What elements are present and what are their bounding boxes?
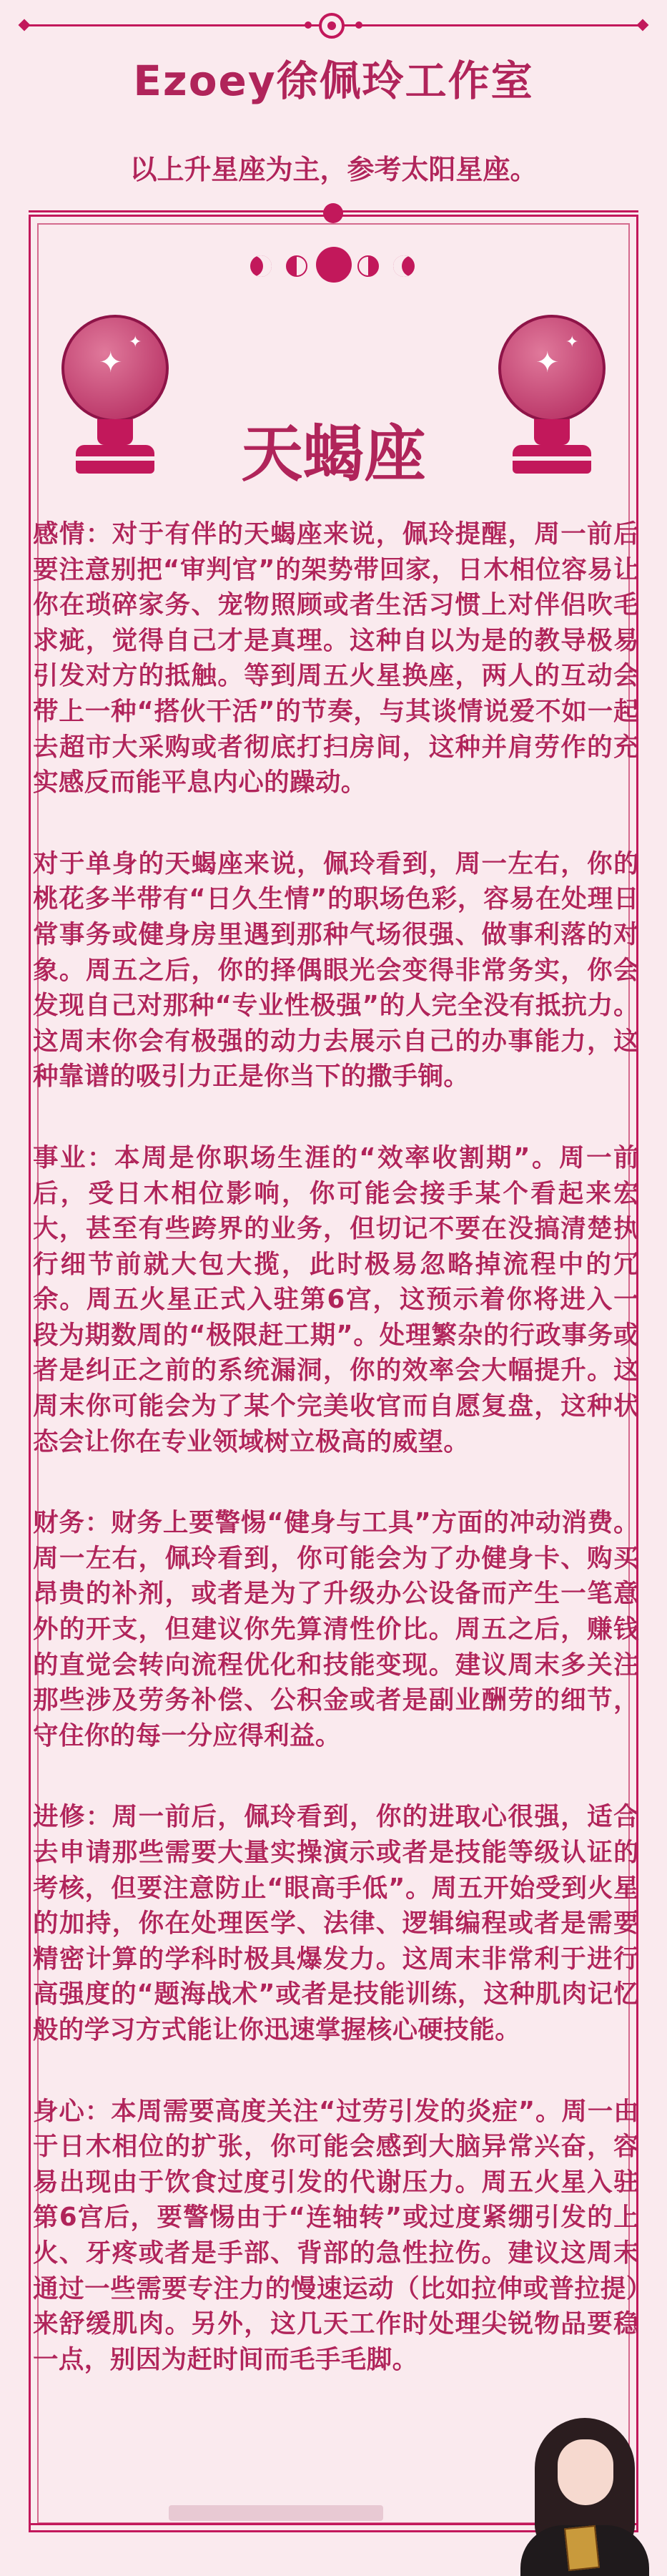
dot-icon [355,21,362,29]
section-finance: 财务：财务上要警惕“健身与工具”方面的冲动消费。周一左右，佩玲看到，你可能会为了办健身卡、购买昂贵的补剂，或者是为了升级办公设备而产生一笔意外的开支，但建议你先算清性价比。周五之后，赚钱的直觉会转向流程优化和技能变现。建议周末多关注那些涉及劳务补偿、公积金或者是副业酬劳的细节，守住你的每一分应得利益。 [33,1508,639,1750]
bottom-decoration [169,2505,383,2521]
studio-title: Ezoey徐佩玲工作室 [133,57,534,105]
crystal-ball-icon: ✦ ✦ [61,315,169,422]
section-health: 身心：本周需要高度关注“过劳引发的炎症”。周一由于日木相位的扩张，你可能会感到大脑异常兴奋，容易出现由于饮食过度引发的代谢压力。周五火星入驻第6宫后，要警惕由于“连轴转”或过度紧绷引发的上火、牙疼或者是手部、背部的急性拉伤。建议这周末通过一些需要专注力的慢速运动（比如拉伸或普拉提）来舒缓肌肉。另外，这几天工作时处理尖锐物品要稳一点，别因为赶时间而毛手毛脚。 [33,2096,639,2374]
subtitle: 以上升星座为主，参考太阳星座。 [129,154,538,185]
section-career: 事业：本周是你职场生涯的“效率收割期”。周一前后，受日木相位影响，你可能会接手某个看起来宏大，甚至有些跨界的业务，但切记不要在没搞清楚执行细节前就大包大揽，此时极易忽略掉流程中的冗余。周五火星正式入驻第6宫，这预示着你将进入一段为期数周的“极限赶工期”。处理繁杂的行政事务或者是纠正之前的系统漏洞，你的效率会大幅提升。这周末你可能会为了某个完美收官而自愿复盘，这种状态会让你在专业领域树立极高的威望。 [33,1142,639,1456]
circle-ornament-icon [323,203,343,223]
circle-ornament-icon [319,13,345,39]
section-study: 进修：周一前后，佩玲看到，你的进取心很强，适合去申请那些需要大量实操演示或者是技能等级认证的考核，但要注意防止“眼高手低”。周五开始受到火星的加持，你在处理医学、法律、逻辑编程或者是需要精密计算的学科时极具爆发力。这周末非常利于进行高强度的“题海战术”或者是技能训练，这种肌肉记忆般的学习方式能让你迅速掌握核心硬技能。 [33,1802,639,2044]
horoscope-content [33,516,639,2423]
tarot-card-icon [564,2525,600,2571]
section-love-single: 对于单身的天蝎座来说，佩玲看到，周一左右，你的桃花多半带有“日久生情”的职场色彩，容易在处理日常事务或健身房里遇到那种气场很强、做事利落的对象。周五之后，你的择偶眼光会变得非常务实，你会发现自己对那种“专业性极强”的人完全没有抵抗力。这周末你会有极强的动力去展示自己的办事能力，这种靠谱的吸引力正是你当下的撒手锏。 [33,848,639,1092]
moon-phases-icon [236,247,429,290]
diamond-icon [637,19,649,31]
sign-title: 天蝎座 [241,418,426,490]
frame-top-band [29,203,638,219]
dot-icon [305,21,312,29]
diamond-icon [19,19,31,31]
crystal-ball-icon: ✦ ✦ [498,315,606,422]
author-avatar [513,2418,656,2576]
section-love-partnered: 感情：对于有伴的天蝎座来说，佩玲提醒，周一前后要注意别把“审判官”的架势带回家，日木相位容易让你在琐碎家务、宠物照顾或者生活习惯上对伴侣吹毛求疵，觉得自己才是真理。这种自以为是的教导极易引发对方的抵触。等到周五火星换座，两人的互动会带上一种“搭伙干活”的节奏，与其谈情说爱不如一起去超市大采购或者彻底打扫房间，这种并肩劳作的充实感反而能平息内心的躁动。 [33,519,639,798]
